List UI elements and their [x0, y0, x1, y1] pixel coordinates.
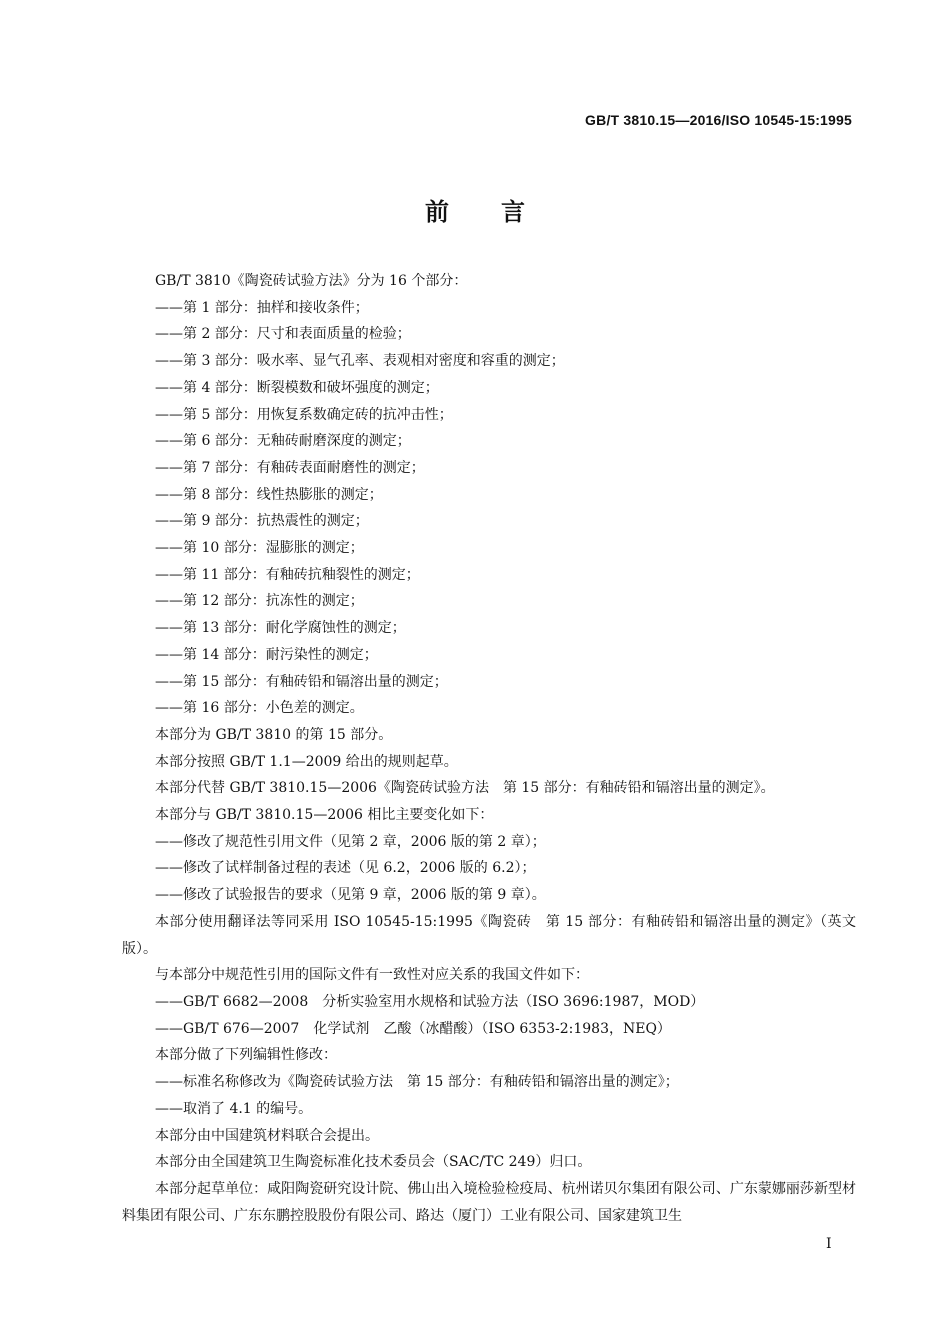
part-item: ——第 16 部分：小色差的测定。 — [155, 700, 364, 717]
part-item: ——第 2 部分：尺寸和表面质量的检验； — [155, 326, 411, 343]
part-item: ——第 7 部分：有釉砖表面耐磨性的测定； — [155, 459, 425, 476]
paragraph-line: 本部分与 GB/T 3810.15—2006 相比主要变化如下： — [155, 807, 494, 824]
paragraph-line: 本部分由中国建筑材料联合会提出。 — [155, 1127, 379, 1144]
edit-item: ——取消了 4.1 的编号。 — [155, 1100, 313, 1117]
paragraph-line: 本部分使用翻译法等同采用 ISO 10545-15:1995《陶瓷砖 第 15 部分：有釉砖铅和镉溶出量的测定》（英文版）。 — [122, 913, 856, 957]
part-item: ——第 10 部分：湿膨胀的测定； — [155, 540, 364, 557]
part-item: ——第 9 部分：抗热震性的测定； — [155, 513, 369, 530]
standard-number-header: GB/T 3810.15—2016/ISO 10545-15:1995 — [585, 112, 852, 128]
reference-item: ——GB/T 676—2007 化学试剂 乙酸（冰醋酸）（ISO 6353-2:1983，NEQ） — [155, 1020, 671, 1037]
paragraph-line: 本部分代替 GB/T 3810.15—2006《陶瓷砖试验方法 第 15 部分：有釉砖铅和镉溶出量的测定》。 — [155, 780, 775, 797]
change-item: ——修改了试样制备过程的表述（见 6.2，2006 版的 6.2）； — [155, 860, 536, 877]
part-item: ——第 12 部分：抗冻性的测定； — [155, 593, 364, 610]
paragraph-line: 与本部分中规范性引用的国际文件有一致性对应关系的我国文件如下： — [155, 967, 589, 984]
part-item: ——第 15 部分：有釉砖铅和镉溶出量的测定； — [155, 673, 448, 690]
edit-item: ——标准名称修改为《陶瓷砖试验方法 第 15 部分：有釉砖铅和镉溶出量的测定》； — [155, 1074, 679, 1091]
intro-line: GB/T 3810《陶瓷砖试验方法》分为 16 个部分： — [155, 273, 468, 289]
part-item: ——第 3 部分：吸水率、显气孔率、表观相对密度和容重的测定； — [155, 353, 565, 370]
paragraph-line: 本部分为 GB/T 3810 的第 15 部分。 — [155, 726, 393, 743]
part-item: ——第 4 部分：断裂模数和破坏强度的测定； — [155, 379, 439, 396]
change-item: ——修改了规范性引用文件（见第 2 章，2006 版的第 2 章）； — [155, 833, 546, 850]
page-title: 前言 — [425, 198, 577, 226]
paragraph-line: 本部分由全国建筑卫生陶瓷标准化技术委员会（SAC/TC 249）归口。 — [155, 1154, 592, 1171]
paragraph-line: 本部分按照 GB/T 1.1—2009 给出的规则起草。 — [155, 753, 458, 770]
part-item: ——第 14 部分：耐污染性的测定； — [155, 646, 378, 663]
part-item: ——第 6 部分：无釉砖耐磨深度的测定； — [155, 433, 411, 450]
preface-body — [122, 268, 856, 1229]
part-item: ——第 13 部分：耐化学腐蚀性的测定； — [155, 620, 406, 637]
page-number: I — [826, 1236, 832, 1252]
part-item: ——第 11 部分：有釉砖抗釉裂性的测定； — [155, 566, 420, 583]
part-item: ——第 1 部分：抽样和接收条件； — [155, 299, 369, 316]
part-item: ——第 8 部分：线性热膨胀的测定； — [155, 486, 383, 503]
paragraph-line: 本部分做了下列编辑性修改： — [155, 1047, 337, 1064]
reference-item: ——GB/T 6682—2008 分析实验室用水规格和试验方法（ISO 3696:1987，MOD） — [155, 993, 705, 1010]
part-item: ——第 5 部分：用恢复系数确定砖的抗冲击性； — [155, 406, 453, 423]
paragraph-line: 本部分起草单位：咸阳陶瓷研究设计院、佛山出入境检验检疫局、杭州诺贝尔集团有限公司、广东蒙娜丽莎新型材料集团有限公司、广东东鹏控股股份有限公司、路达（厦门）工业有限公司、国家建筑卫生 — [122, 1180, 856, 1224]
change-item: ——修改了试验报告的要求（见第 9 章，2006 版的第 9 章）。 — [155, 887, 546, 904]
